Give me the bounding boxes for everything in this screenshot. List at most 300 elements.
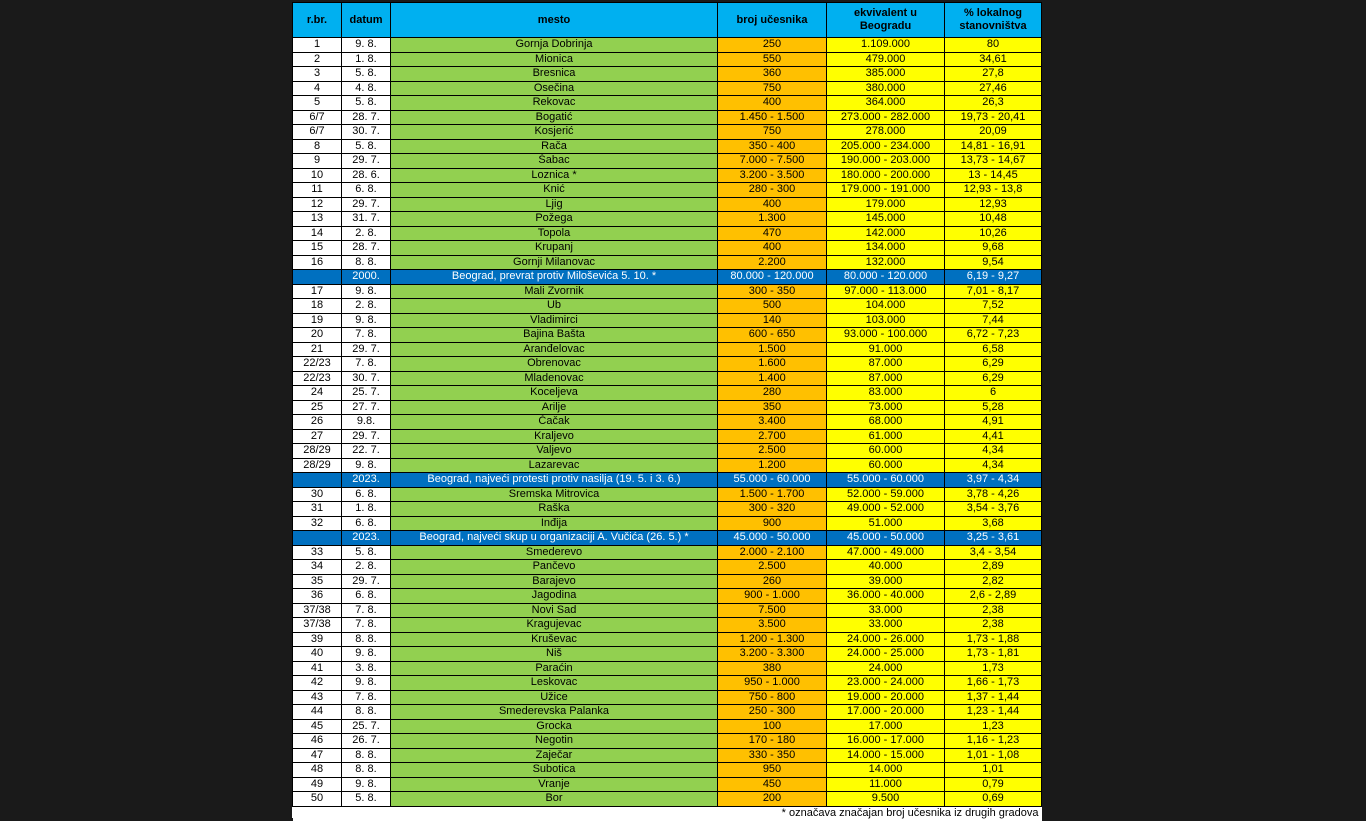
cell-proc: 1,01 — [945, 763, 1042, 778]
cell-ekv: 83.000 — [827, 386, 945, 401]
header-datum: datum — [342, 3, 391, 38]
cell-mesto: Mali Zvornik — [391, 284, 718, 299]
cell-ekv: 273.000 - 282.000 — [827, 110, 945, 125]
cell-broj: 300 - 320 — [718, 502, 827, 517]
cell-mesto: Subotica — [391, 763, 718, 778]
cell-proc: 4,34 — [945, 458, 1042, 473]
cell-mesto: Smederevska Palanka — [391, 705, 718, 720]
cell-datum: 6. 8. — [342, 487, 391, 502]
cell-proc: 2,82 — [945, 574, 1042, 589]
cell-proc: 3,78 - 4,26 — [945, 487, 1042, 502]
table-row — [293, 792, 1042, 807]
cell-mesto: Užice — [391, 690, 718, 705]
cell-proc: 7,44 — [945, 313, 1042, 328]
cell-proc: 4,91 — [945, 415, 1042, 430]
cell-mesto: Grocka — [391, 719, 718, 734]
cell-mesto: Paraćin — [391, 661, 718, 676]
cell-rbr: 35 — [293, 574, 342, 589]
cell-ekv: 9.500 — [827, 792, 945, 807]
cell-rbr: 11 — [293, 183, 342, 198]
cell-broj: 1.600 — [718, 357, 827, 372]
table-row — [293, 719, 1042, 734]
cell-datum: 2023. — [342, 473, 391, 488]
cell-datum: 4. 8. — [342, 81, 391, 96]
cell-proc: 1,73 — [945, 661, 1042, 676]
table-row — [293, 516, 1042, 531]
cell-broj: 45.000 - 50.000 — [718, 531, 827, 546]
cell-datum: 8. 8. — [342, 763, 391, 778]
cell-proc: 6 — [945, 386, 1042, 401]
table-row — [293, 284, 1042, 299]
cell-proc: 6,58 — [945, 342, 1042, 357]
cell-broj: 1.500 — [718, 342, 827, 357]
cell-rbr: 13 — [293, 212, 342, 227]
cell-broj: 400 — [718, 197, 827, 212]
cell-ekv: 40.000 — [827, 560, 945, 575]
cell-ekv: 24.000 — [827, 661, 945, 676]
cell-proc: 6,72 - 7,23 — [945, 328, 1042, 343]
cell-proc: 13,73 - 14,67 — [945, 154, 1042, 169]
cell-proc: 2,38 — [945, 603, 1042, 618]
cell-rbr: 8 — [293, 139, 342, 154]
cell-proc: 20,09 — [945, 125, 1042, 140]
cell-datum: 8. 8. — [342, 705, 391, 720]
cell-mesto: Rača — [391, 139, 718, 154]
cell-ekv: 73.000 — [827, 400, 945, 415]
cell-datum: 9. 8. — [342, 458, 391, 473]
cell-mesto: Obrenovac — [391, 357, 718, 372]
cell-mesto: Pančevo — [391, 560, 718, 575]
cell-proc: 4,34 — [945, 444, 1042, 459]
table-row — [293, 429, 1042, 444]
cell-broj: 750 - 800 — [718, 690, 827, 705]
cell-datum: 28. 7. — [342, 241, 391, 256]
cell-mesto: Barajevo — [391, 574, 718, 589]
table-row — [293, 661, 1042, 676]
cell-broj: 900 — [718, 516, 827, 531]
table-row — [293, 342, 1042, 357]
cell-ekv: 39.000 — [827, 574, 945, 589]
cell-mesto: Loznica * — [391, 168, 718, 183]
cell-mesto: Kraljevo — [391, 429, 718, 444]
table-row — [293, 415, 1042, 430]
cell-broj: 250 — [718, 38, 827, 53]
cell-rbr: 1 — [293, 38, 342, 53]
cell-datum: 30. 7. — [342, 371, 391, 386]
cell-rbr: 19 — [293, 313, 342, 328]
table-row — [293, 690, 1042, 705]
cell-ekv: 17.000 - 20.000 — [827, 705, 945, 720]
cell-ekv: 180.000 - 200.000 — [827, 168, 945, 183]
table-row — [293, 183, 1042, 198]
cell-mesto: Gornji Milanovac — [391, 255, 718, 270]
cell-ekv: 179.000 - 191.000 — [827, 183, 945, 198]
table-row — [293, 96, 1042, 111]
cell-broj: 2.000 - 2.100 — [718, 545, 827, 560]
protest-table — [292, 2, 1042, 821]
cell-ekv: 33.000 — [827, 603, 945, 618]
cell-mesto: Čačak — [391, 415, 718, 430]
cell-rbr: 6/7 — [293, 110, 342, 125]
cell-mesto: Gornja Dobrinja — [391, 38, 718, 53]
table-row — [293, 632, 1042, 647]
cell-broj: 2.700 — [718, 429, 827, 444]
cell-proc: 1,01 - 1,08 — [945, 748, 1042, 763]
header-mesto: mesto — [391, 3, 718, 38]
table-row — [293, 139, 1042, 154]
cell-rbr: 37/38 — [293, 603, 342, 618]
cell-mesto: Beograd, prevrat protiv Miloševića 5. 10. * — [391, 270, 718, 285]
cell-datum: 6. 8. — [342, 589, 391, 604]
cell-broj: 100 — [718, 719, 827, 734]
cell-rbr: 47 — [293, 748, 342, 763]
cell-proc: 14,81 - 16,91 — [945, 139, 1042, 154]
cell-proc: 34,61 — [945, 52, 1042, 67]
cell-ekv: 278.000 — [827, 125, 945, 140]
cell-proc: 13 - 14,45 — [945, 168, 1042, 183]
cell-rbr: 6/7 — [293, 125, 342, 140]
table-row — [293, 371, 1042, 386]
cell-mesto: Rekovac — [391, 96, 718, 111]
cell-datum: 8. 8. — [342, 255, 391, 270]
cell-mesto: Vranje — [391, 777, 718, 792]
header-proc: % lokalnog stanovništva — [945, 3, 1042, 38]
cell-rbr: 12 — [293, 197, 342, 212]
cell-ekv: 47.000 - 49.000 — [827, 545, 945, 560]
cell-proc: 1,23 — [945, 719, 1042, 734]
cell-ekv: 132.000 — [827, 255, 945, 270]
cell-broj: 55.000 - 60.000 — [718, 473, 827, 488]
cell-broj: 330 - 350 — [718, 748, 827, 763]
cell-ekv: 24.000 - 26.000 — [827, 632, 945, 647]
cell-rbr — [293, 270, 342, 285]
cell-ekv: 364.000 — [827, 96, 945, 111]
cell-rbr: 15 — [293, 241, 342, 256]
cell-ekv: 142.000 — [827, 226, 945, 241]
cell-ekv: 145.000 — [827, 212, 945, 227]
table-row — [293, 52, 1042, 67]
cell-proc: 27,46 — [945, 81, 1042, 96]
cell-mesto: Beograd, najveći protesti protiv nasilja (19. 5. i 3. 6.) — [391, 473, 718, 488]
table-row — [293, 67, 1042, 82]
cell-rbr: 21 — [293, 342, 342, 357]
table-row-belgrade — [293, 270, 1042, 285]
cell-ekv: 52.000 - 59.000 — [827, 487, 945, 502]
cell-broj: 400 — [718, 241, 827, 256]
cell-mesto: Inđija — [391, 516, 718, 531]
header-row — [293, 3, 1042, 38]
cell-rbr: 50 — [293, 792, 342, 807]
cell-datum: 2. 8. — [342, 226, 391, 241]
table-row — [293, 357, 1042, 372]
cell-datum: 25. 7. — [342, 386, 391, 401]
table-row — [293, 705, 1042, 720]
cell-ekv: 68.000 — [827, 415, 945, 430]
cell-proc: 26,3 — [945, 96, 1042, 111]
cell-datum: 7. 8. — [342, 328, 391, 343]
cell-mesto: Kragujevac — [391, 618, 718, 633]
cell-broj: 1.200 — [718, 458, 827, 473]
cell-broj: 140 — [718, 313, 827, 328]
cell-datum: 28. 7. — [342, 110, 391, 125]
cell-datum: 27. 7. — [342, 400, 391, 415]
cell-proc: 3,97 - 4,34 — [945, 473, 1042, 488]
cell-ekv: 19.000 - 20.000 — [827, 690, 945, 705]
cell-rbr: 24 — [293, 386, 342, 401]
cell-broj: 400 — [718, 96, 827, 111]
table-row — [293, 502, 1042, 517]
cell-proc: 0,79 — [945, 777, 1042, 792]
cell-rbr: 16 — [293, 255, 342, 270]
cell-broj: 200 — [718, 792, 827, 807]
cell-broj: 350 - 400 — [718, 139, 827, 154]
cell-broj: 1.200 - 1.300 — [718, 632, 827, 647]
cell-rbr: 27 — [293, 429, 342, 444]
cell-rbr: 28/29 — [293, 458, 342, 473]
cell-rbr: 28/29 — [293, 444, 342, 459]
cell-ekv: 60.000 — [827, 458, 945, 473]
table-row — [293, 168, 1042, 183]
cell-mesto: Lazarevac — [391, 458, 718, 473]
cell-broj: 750 — [718, 81, 827, 96]
cell-proc: 3,4 - 3,54 — [945, 545, 1042, 560]
table-row — [293, 400, 1042, 415]
cell-ekv: 1.109.000 — [827, 38, 945, 53]
cell-broj: 1.450 - 1.500 — [718, 110, 827, 125]
cell-broj: 550 — [718, 52, 827, 67]
cell-datum: 9. 8. — [342, 777, 391, 792]
cell-broj: 470 — [718, 226, 827, 241]
cell-broj: 1.300 — [718, 212, 827, 227]
protest-table-sheet — [292, 2, 1042, 818]
cell-ekv: 380.000 — [827, 81, 945, 96]
cell-mesto: Bogatić — [391, 110, 718, 125]
cell-ekv: 16.000 - 17.000 — [827, 734, 945, 749]
cell-ekv: 60.000 — [827, 444, 945, 459]
cell-broj: 750 — [718, 125, 827, 140]
cell-broj: 170 - 180 — [718, 734, 827, 749]
cell-datum: 5. 8. — [342, 792, 391, 807]
table-row — [293, 38, 1042, 53]
cell-datum: 31. 7. — [342, 212, 391, 227]
cell-datum: 9.8. — [342, 415, 391, 430]
cell-rbr — [293, 531, 342, 546]
cell-broj: 380 — [718, 661, 827, 676]
cell-datum: 5. 8. — [342, 96, 391, 111]
table-row — [293, 777, 1042, 792]
cell-mesto: Sremska Mitrovica — [391, 487, 718, 502]
cell-datum: 9. 8. — [342, 676, 391, 691]
cell-rbr: 3 — [293, 67, 342, 82]
cell-proc: 1,66 - 1,73 — [945, 676, 1042, 691]
cell-datum: 8. 8. — [342, 632, 391, 647]
cell-mesto: Valjevo — [391, 444, 718, 459]
cell-broj: 2.200 — [718, 255, 827, 270]
table-row — [293, 212, 1042, 227]
table-body — [293, 38, 1042, 807]
cell-datum: 29. 7. — [342, 154, 391, 169]
cell-rbr: 36 — [293, 589, 342, 604]
cell-rbr: 30 — [293, 487, 342, 502]
cell-ekv: 17.000 — [827, 719, 945, 734]
cell-rbr: 5 — [293, 96, 342, 111]
cell-proc: 3,54 - 3,76 — [945, 502, 1042, 517]
cell-proc: 3,68 — [945, 516, 1042, 531]
cell-mesto: Aranđelovac — [391, 342, 718, 357]
table-row — [293, 748, 1042, 763]
cell-proc: 12,93 - 13,8 — [945, 183, 1042, 198]
table-row — [293, 647, 1042, 662]
cell-ekv: 179.000 — [827, 197, 945, 212]
table-row — [293, 313, 1042, 328]
table-row — [293, 241, 1042, 256]
cell-broj: 300 - 350 — [718, 284, 827, 299]
cell-mesto: Novi Sad — [391, 603, 718, 618]
cell-rbr: 40 — [293, 647, 342, 662]
cell-proc: 10,26 — [945, 226, 1042, 241]
cell-ekv: 11.000 — [827, 777, 945, 792]
cell-datum: 29. 7. — [342, 574, 391, 589]
cell-rbr: 26 — [293, 415, 342, 430]
cell-broj: 7.500 — [718, 603, 827, 618]
cell-mesto: Kruševac — [391, 632, 718, 647]
table-row-belgrade — [293, 531, 1042, 546]
cell-datum: 25. 7. — [342, 719, 391, 734]
cell-mesto: Mladenovac — [391, 371, 718, 386]
cell-datum: 6. 8. — [342, 516, 391, 531]
cell-proc: 1,16 - 1,23 — [945, 734, 1042, 749]
cell-proc: 5,28 — [945, 400, 1042, 415]
cell-proc: 0,69 — [945, 792, 1042, 807]
cell-rbr: 17 — [293, 284, 342, 299]
cell-broj: 7.000 - 7.500 — [718, 154, 827, 169]
cell-rbr: 33 — [293, 545, 342, 560]
cell-ekv: 104.000 — [827, 299, 945, 314]
cell-datum: 2000. — [342, 270, 391, 285]
cell-proc: 1,73 - 1,81 — [945, 647, 1042, 662]
cell-rbr: 4 — [293, 81, 342, 96]
cell-rbr: 22/23 — [293, 357, 342, 372]
cell-broj: 900 - 1.000 — [718, 589, 827, 604]
table-row — [293, 545, 1042, 560]
cell-rbr: 34 — [293, 560, 342, 575]
cell-mesto: Topola — [391, 226, 718, 241]
cell-rbr: 43 — [293, 690, 342, 705]
cell-mesto: Bor — [391, 792, 718, 807]
cell-broj: 3.400 — [718, 415, 827, 430]
table-row — [293, 299, 1042, 314]
cell-ekv: 23.000 - 24.000 — [827, 676, 945, 691]
cell-rbr: 22/23 — [293, 371, 342, 386]
cell-broj: 3.200 - 3.300 — [718, 647, 827, 662]
cell-mesto: Beograd, najveći skup u organizaciji A. Vučića (26. 5.) * — [391, 531, 718, 546]
table-row — [293, 81, 1042, 96]
cell-datum: 2023. — [342, 531, 391, 546]
table-row — [293, 487, 1042, 502]
cell-datum: 1. 8. — [342, 52, 391, 67]
cell-rbr: 31 — [293, 502, 342, 517]
cell-proc: 9,68 — [945, 241, 1042, 256]
cell-mesto: Arilje — [391, 400, 718, 415]
table-row-belgrade — [293, 473, 1042, 488]
cell-rbr: 37/38 — [293, 618, 342, 633]
cell-datum: 9. 8. — [342, 284, 391, 299]
cell-rbr: 41 — [293, 661, 342, 676]
cell-mesto: Vladimirci — [391, 313, 718, 328]
cell-ekv: 87.000 — [827, 371, 945, 386]
cell-proc: 6,29 — [945, 371, 1042, 386]
cell-ekv: 80.000 - 120.000 — [827, 270, 945, 285]
header-broj: broj učesnika — [718, 3, 827, 38]
cell-ekv: 87.000 — [827, 357, 945, 372]
table-row — [293, 255, 1042, 270]
cell-proc: 12,93 — [945, 197, 1042, 212]
cell-rbr: 46 — [293, 734, 342, 749]
cell-ekv: 93.000 - 100.000 — [827, 328, 945, 343]
cell-datum: 7. 8. — [342, 618, 391, 633]
cell-datum: 7. 8. — [342, 603, 391, 618]
cell-rbr: 39 — [293, 632, 342, 647]
cell-datum: 7. 8. — [342, 357, 391, 372]
cell-ekv: 61.000 — [827, 429, 945, 444]
cell-rbr: 44 — [293, 705, 342, 720]
cell-proc: 6,29 — [945, 357, 1042, 372]
cell-ekv: 134.000 — [827, 241, 945, 256]
table-row — [293, 763, 1042, 778]
header-ekv: ekvivalent u Beogradu — [827, 3, 945, 38]
cell-datum: 7. 8. — [342, 690, 391, 705]
cell-rbr: 48 — [293, 763, 342, 778]
cell-mesto: Smederevo — [391, 545, 718, 560]
table-row — [293, 110, 1042, 125]
cell-mesto: Raška — [391, 502, 718, 517]
cell-broj: 2.500 — [718, 560, 827, 575]
cell-proc: 7,01 - 8,17 — [945, 284, 1042, 299]
cell-broj: 500 — [718, 299, 827, 314]
cell-rbr: 45 — [293, 719, 342, 734]
cell-mesto: Mionica — [391, 52, 718, 67]
cell-broj: 360 — [718, 67, 827, 82]
cell-proc: 4,41 — [945, 429, 1042, 444]
cell-mesto: Jagodina — [391, 589, 718, 604]
cell-broj: 1.500 - 1.700 — [718, 487, 827, 502]
cell-mesto: Bajina Bašta — [391, 328, 718, 343]
cell-broj: 950 — [718, 763, 827, 778]
table-row — [293, 589, 1042, 604]
cell-mesto: Krupanj — [391, 241, 718, 256]
cell-datum: 29. 7. — [342, 342, 391, 357]
header-rbr: r.br. — [293, 3, 342, 38]
cell-proc: 27,8 — [945, 67, 1042, 82]
footnote: * označava značajan broj učesnika iz drugih gradova — [293, 806, 1042, 821]
cell-broj: 280 — [718, 386, 827, 401]
cell-datum: 9. 8. — [342, 38, 391, 53]
cell-proc: 2,38 — [945, 618, 1042, 633]
cell-broj: 260 — [718, 574, 827, 589]
cell-broj: 250 - 300 — [718, 705, 827, 720]
cell-ekv: 385.000 — [827, 67, 945, 82]
cell-ekv: 36.000 - 40.000 — [827, 589, 945, 604]
cell-datum: 29. 7. — [342, 197, 391, 212]
cell-proc: 9,54 — [945, 255, 1042, 270]
cell-mesto: Knić — [391, 183, 718, 198]
cell-ekv: 91.000 — [827, 342, 945, 357]
table-row — [293, 676, 1042, 691]
cell-datum: 9. 8. — [342, 313, 391, 328]
cell-datum: 2. 8. — [342, 299, 391, 314]
cell-broj: 1.400 — [718, 371, 827, 386]
cell-ekv: 14.000 — [827, 763, 945, 778]
